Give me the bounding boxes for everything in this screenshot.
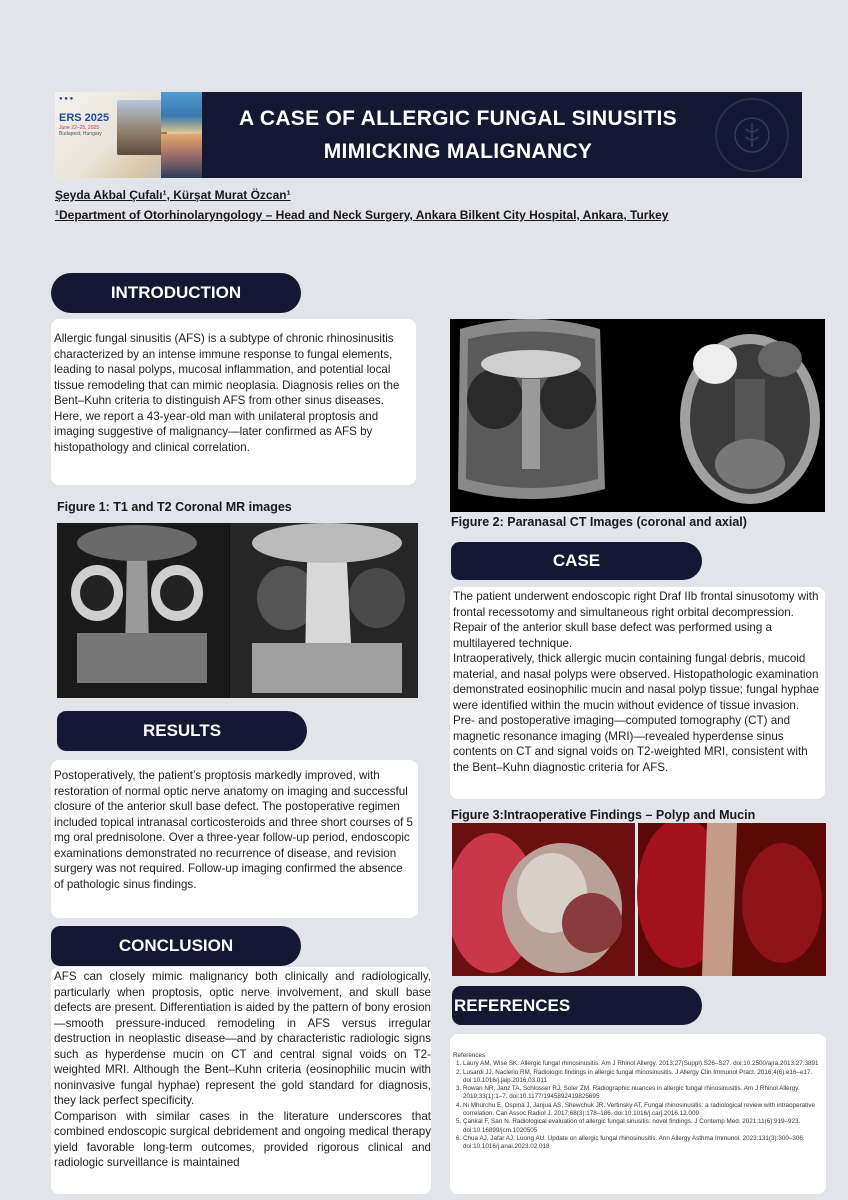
case-text-1: The patient underwent endoscopic right Draf IIb frontal sinusotomy with frontal recessotomy and simultaneous right orbital decompression. Repair of the anterior skull base defect was performed using a multilayered technique.	[453, 590, 819, 650]
reference-item: 3. Rowan NR, Janz TA, Schlosser RJ, Soler ZM. Radiographic nuances in allergic fungal rhinosinusitis. Am J Rhinol Allergy. 2019;33(1):1–7. doi:10.1177/1945892419825695	[463, 1085, 822, 1102]
reference-item: 4. Ni Mhurchu E, Ospina J, Janjua AS, Shewchuk JR, Vertinsky AT. Fungal rhinosinusitis: a radiological review with intraoperative correlation. Can Assoc Radiol J. 2017;68(3):178–186. doi:10.1016/j.carj.2016.12.009	[463, 1102, 822, 1119]
reference-item: 5. Çankal F, Sarı N. Radiological evaluation of allergic fungal sinusitis: novel findings. J Contemp Med. 2021;11(6):919–923. doi:10.16899/jcm.1020505	[463, 1118, 822, 1135]
figure3-caption: Figure 3:Intraoperative Findings – Polyp and Mucin	[451, 808, 756, 822]
introduction-heading: INTRODUCTION	[51, 273, 301, 313]
reference-item: 1. Laury AM, Wise SK. Allergic fungal rhinosinusitis. Am J Rhinol Allergy. 2013;27(Suppl):S26–S27. doi:10.2500/ajra.2013.27.3891	[463, 1060, 822, 1068]
figure2-ct-images	[450, 319, 825, 512]
city-photo-top	[161, 92, 202, 132]
case-card	[450, 587, 825, 799]
figure3-intraoperative-images	[452, 823, 826, 976]
figure1-mr-images	[57, 523, 418, 698]
results-text: Postoperatively, the patient’s proptosis markedly improved, with restoration of normal optic nerve anatomy on imaging and successful closure of the anterior skull base defect. The postoperative regimen included topical intranasal corticosteroids and three short courses of 5 mg oral prednisolone. Over a three-year follow-up period, endoscopic examinations demonstrated no recurrence of disease, and revision surgery was not required. Follow-up imaging confirmed the absence of pathologic sinus findings.	[51, 760, 418, 918]
results-heading: RESULTS	[57, 711, 307, 751]
case-heading: CASE	[451, 542, 702, 580]
title-line-2: MIMICKING MALIGNANCY	[323, 140, 593, 163]
conclusion-card	[51, 967, 431, 1194]
authors: Şeyda Akbal Çufalı¹, Kürşat Murat Özcan¹	[55, 188, 291, 202]
case-text-2: Intraoperatively, thick allergic mucin containing fungal debris, mucoid material, and nasal polyps were observed. Histopathologic examination demonstrated eosinophilic mucin and nasal polyp tissue; fungal hyphae were identified within the mucin without evidence of tissue invasion. Pre- and postoperative imaging—computed tomography (CT) and magnetic resonance imaging (MRI)—revealed hyperdense sinus contents on CT and signal voids on T2-weighted MRI, consistent with the Bent–Kuhn diagnostic criteria for AFS.	[453, 652, 820, 774]
poster-title	[202, 92, 714, 178]
conference-logo	[55, 92, 202, 178]
ers-emblem-icon: ● ● ●	[59, 96, 74, 102]
conclusion-text-2: Comparison with similar cases in the literature underscores that combined endoscopic surgical debridement and ongoing medical therapy yield favorable long-term outcomes, provided rigorous clinical and radiologic surveillance is maintained	[54, 1109, 431, 1169]
title-line-1: A CASE OF ALLERGIC FUNGAL SINUSITIS	[239, 107, 677, 130]
conclusion-text-1: AFS can closely mimic malignancy both clinically and radiologically, particularly when proptosis, optic nerve involvement, and skull base defects are present. Differentiation is aided by the pattern of bony erosion—smooth pressure-induced remodeling in AFS versus irregular destruction in neoplastic disease—and by characteristic radiologic signs such as hyperdense mucin on CT and central signal voids on T2-weighted MRI. Although the Bent–Kuhn criteria (eosinophilic mucin with noninvasive fungal hyphae) represent the gold standard for diagnosis, they lack perfect specificity.	[54, 970, 431, 1107]
ers-dates: June 22–25, 2025	[59, 125, 100, 131]
conclusion-heading: CONCLUSION	[51, 926, 301, 966]
references-heading: REFERENCES	[452, 986, 702, 1025]
budapest-photo	[117, 100, 167, 155]
figure2-caption: Figure 2: Paranasal CT Images (coronal and axial)	[451, 515, 747, 529]
header-banner	[55, 92, 802, 178]
references-card	[450, 1034, 826, 1194]
ers-city: Budapest, Hungary	[59, 131, 102, 137]
affiliation: ¹Department of Otorhinolaryngology – Head and Neck Surgery, Ankara Bilkent City Hospital, Ankara, Turkey	[55, 208, 669, 222]
city-photo-bottom	[161, 134, 202, 178]
figure1-caption: Figure 1: T1 and T2 Coronal MR images	[57, 500, 292, 514]
reference-item: 6. Chua AJ, Jafar AJ, Luong AU. Update on allergic fungal rhinosinusitis. Ann Allergy Asthma Immunol. 2023;131(3):300–306. doi:10.1016/j.anai.2023.02.018	[463, 1135, 822, 1152]
ministry-seal-icon	[715, 98, 789, 172]
references-list	[453, 1060, 822, 1151]
introduction-text: Allergic fungal sinusitis (AFS) is a subtype of chronic rhinosinusitis characterized by an intense immune response to fungal elements, leading to nasal polyps, mucosal inflammation, and potential local tissue remodeling that can mimic neoplasia. Diagnosis relies on the Bent–Kuhn criteria to distinguish AFS from other sinus diseases. Here, we report a 43-year-old man with unilateral proptosis and imaging suggestive of malignancy—later confirmed as AFS by histopathology and clinical correlation.	[51, 319, 416, 485]
reference-item: 2. Lusardi JJ, Naclerio RM. Radiologic findings in allergic fungal rhinosinusitis. J Allergy Clin Immunol Pract. 2016;4(6):e16–e17. doi:10.1016/j.jaip.2016.03.011	[463, 1069, 822, 1086]
ers-logo-text: ERS 2025	[59, 112, 110, 124]
references-label: References	[453, 1052, 486, 1059]
